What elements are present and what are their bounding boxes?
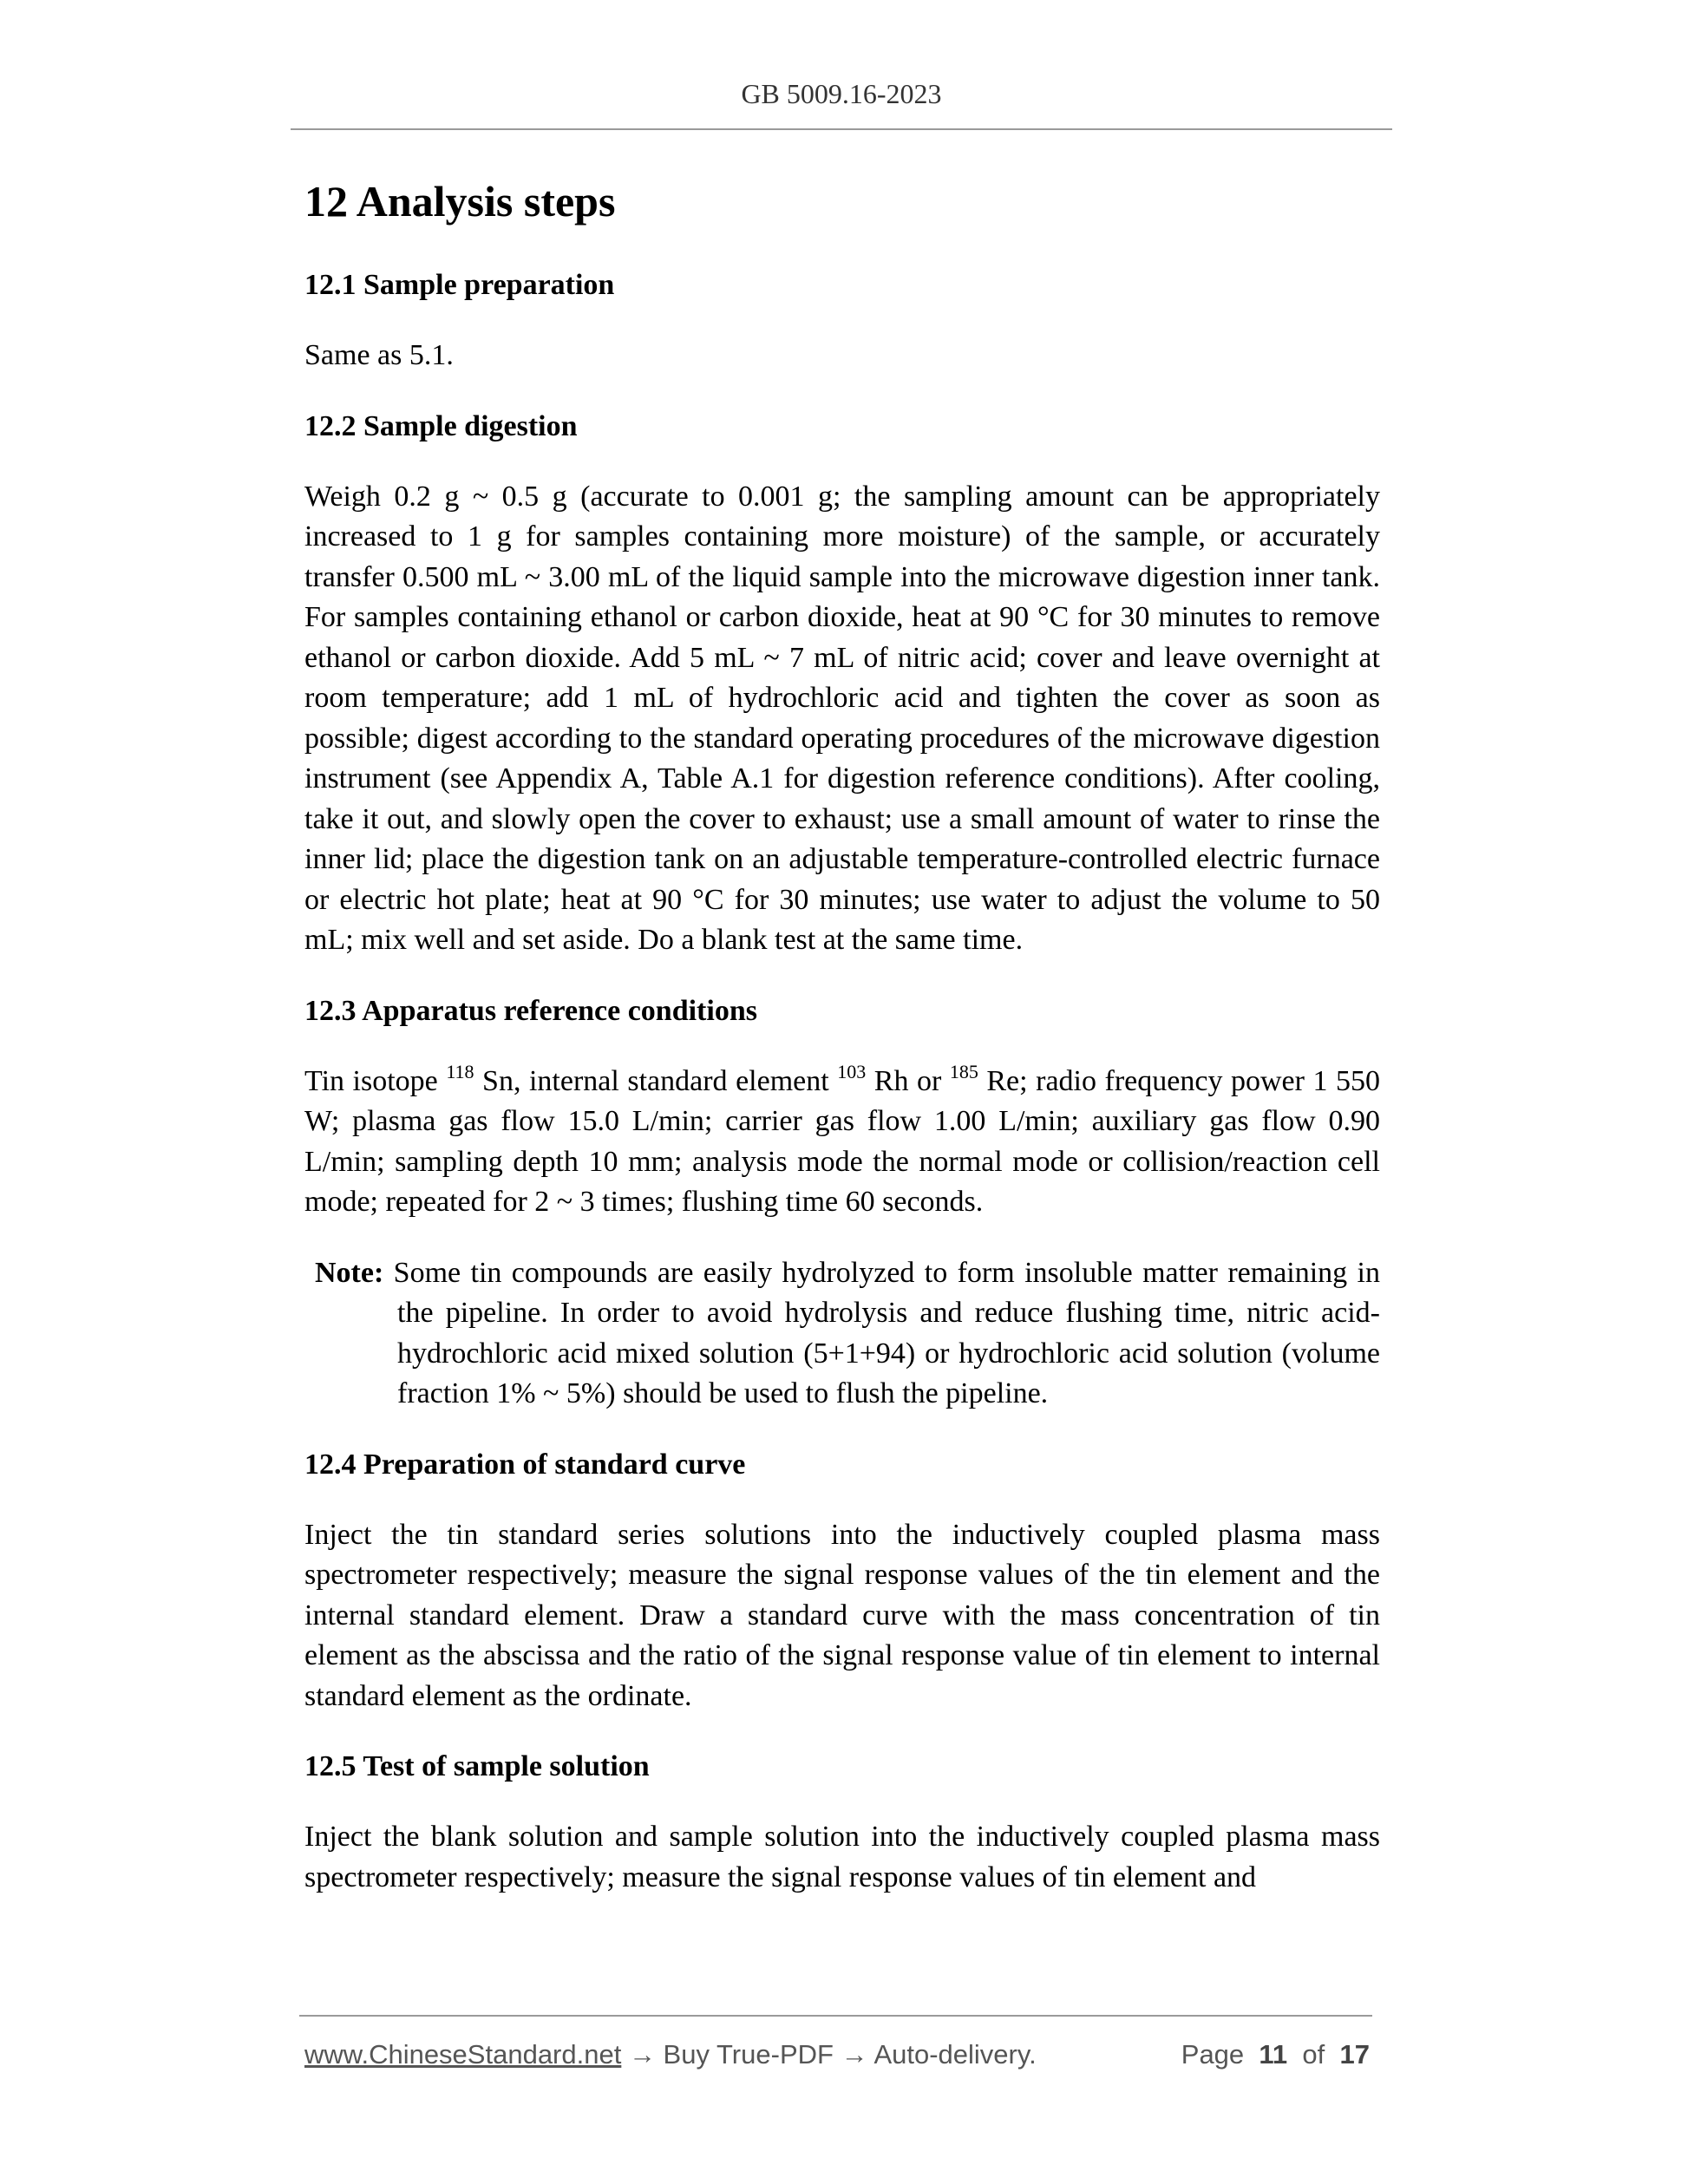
page-footer xyxy=(304,2034,1380,2076)
note-block xyxy=(304,1253,1380,1415)
running-header: GB 5009.16-2023 xyxy=(291,76,1392,130)
paragraph-12-1: Same as 5.1. xyxy=(304,339,454,371)
page-label: Page xyxy=(1181,2039,1245,2070)
heading-12-3: 12.3 Apparatus reference conditions xyxy=(304,994,757,1027)
section-title: 12 Analysis steps xyxy=(304,177,616,226)
note-text: Some tin compounds are easily hydrolyzed to form insoluble matter remaining in the pipeline. In order to avoid hydrolysis and reduce flushing time, nitric acid-hydrochloric acid mixed solution (5+1+94) or hydrochloric acid solution (volume fraction 1% ~ 5%) should be used to flush the pipeline. xyxy=(383,1256,1380,1409)
paragraph-12-5: Inject the blank solution and sample solution into the inductively coupled plasma mass spectrometer respectively; measure the signal response values of tin element and xyxy=(304,1821,1380,1893)
heading-12-1: 12.1 Sample preparation xyxy=(304,269,615,301)
text-segment: Rh or xyxy=(866,1064,950,1097)
text-segment: Tin isotope xyxy=(304,1064,447,1097)
website-link[interactable]: www.ChineseStandard.net xyxy=(304,2039,622,2070)
footer-promo-text: → Buy True-PDF → Auto-delivery. xyxy=(621,2039,1037,2070)
paragraph-12-4: Inject the tin standard series solutions into the inductively coupled plasma mass spectrometer respectively; measure the signal response values of the tin element and the internal standard element. Draw a standard curve with the mass concentration of tin element as the abscissa and the ratio of the signal response value of tin element to internal standard element as the ordinate. xyxy=(304,1518,1380,1712)
paragraph-12-3 xyxy=(304,1062,1380,1223)
heading-12-2: 12.2 Sample digestion xyxy=(304,409,578,442)
current-page: 11 xyxy=(1259,2039,1288,2070)
text-segment: Sn, internal standard element xyxy=(474,1064,838,1097)
isotope-superscript: 118 xyxy=(446,1060,474,1082)
text-segment: Re; radio frequency power 1 550 W; plasma gas flow 15.0 L/min; carrier gas flow 1.00 L/min; auxiliary gas flow 0.90 L/min; sampling depth 10 mm; analysis mode the normal mode or collision/reaction cell mode; repeated for 2 ~ 3 times; flushing time 60 seconds. xyxy=(304,1064,1381,1218)
page-of-label: of xyxy=(1302,2039,1325,2070)
heading-12-4: 12.4 Preparation of standard curve xyxy=(304,1448,746,1481)
isotope-superscript: 185 xyxy=(949,1060,978,1082)
page-number xyxy=(1181,2034,1370,2076)
isotope-superscript: 103 xyxy=(837,1060,867,1082)
page-content xyxy=(304,173,1380,1898)
total-pages: 17 xyxy=(1339,2039,1370,2070)
note-label: Note: xyxy=(315,1256,384,1289)
footer-divider xyxy=(299,2015,1372,2017)
heading-12-5: 12.5 Test of sample solution xyxy=(304,1750,650,1782)
paragraph-12-2: Weigh 0.2 g ~ 0.5 g (accurate to 0.001 g; the sampling amount can be appropriately increased to 1 g for samples containing more moisture) of the sample, or accurately transfer 0.500 mL ~ 3.00 mL of the liquid sample into the microwave digestion inner tank. For samples containing ethanol or carbon dioxide, heat at 90 °C for 30 minutes to remove ethanol or carbon dioxide. Add 5 mL ~ 7 mL of nitric acid; cover and leave overnight at room temperature; add 1 mL of hydrochloric acid and tighten the cover as soon as possible; digest according to the standard operating procedures of the microwave digestion instrument (see Appendix A, Table A.1 for digestion reference conditions). After cooling, take it out, and slowly open the cover to exhaust; use a small amount of water to rinse the inner lid; place the digestion tank on an adjustable temperature-controlled electric furnace or electric hot plate; heat at 90 °C for 30 minutes; use water to adjust the volume to 50 mL; mix well and set aside. Do a blank test at the same time. xyxy=(304,480,1380,956)
